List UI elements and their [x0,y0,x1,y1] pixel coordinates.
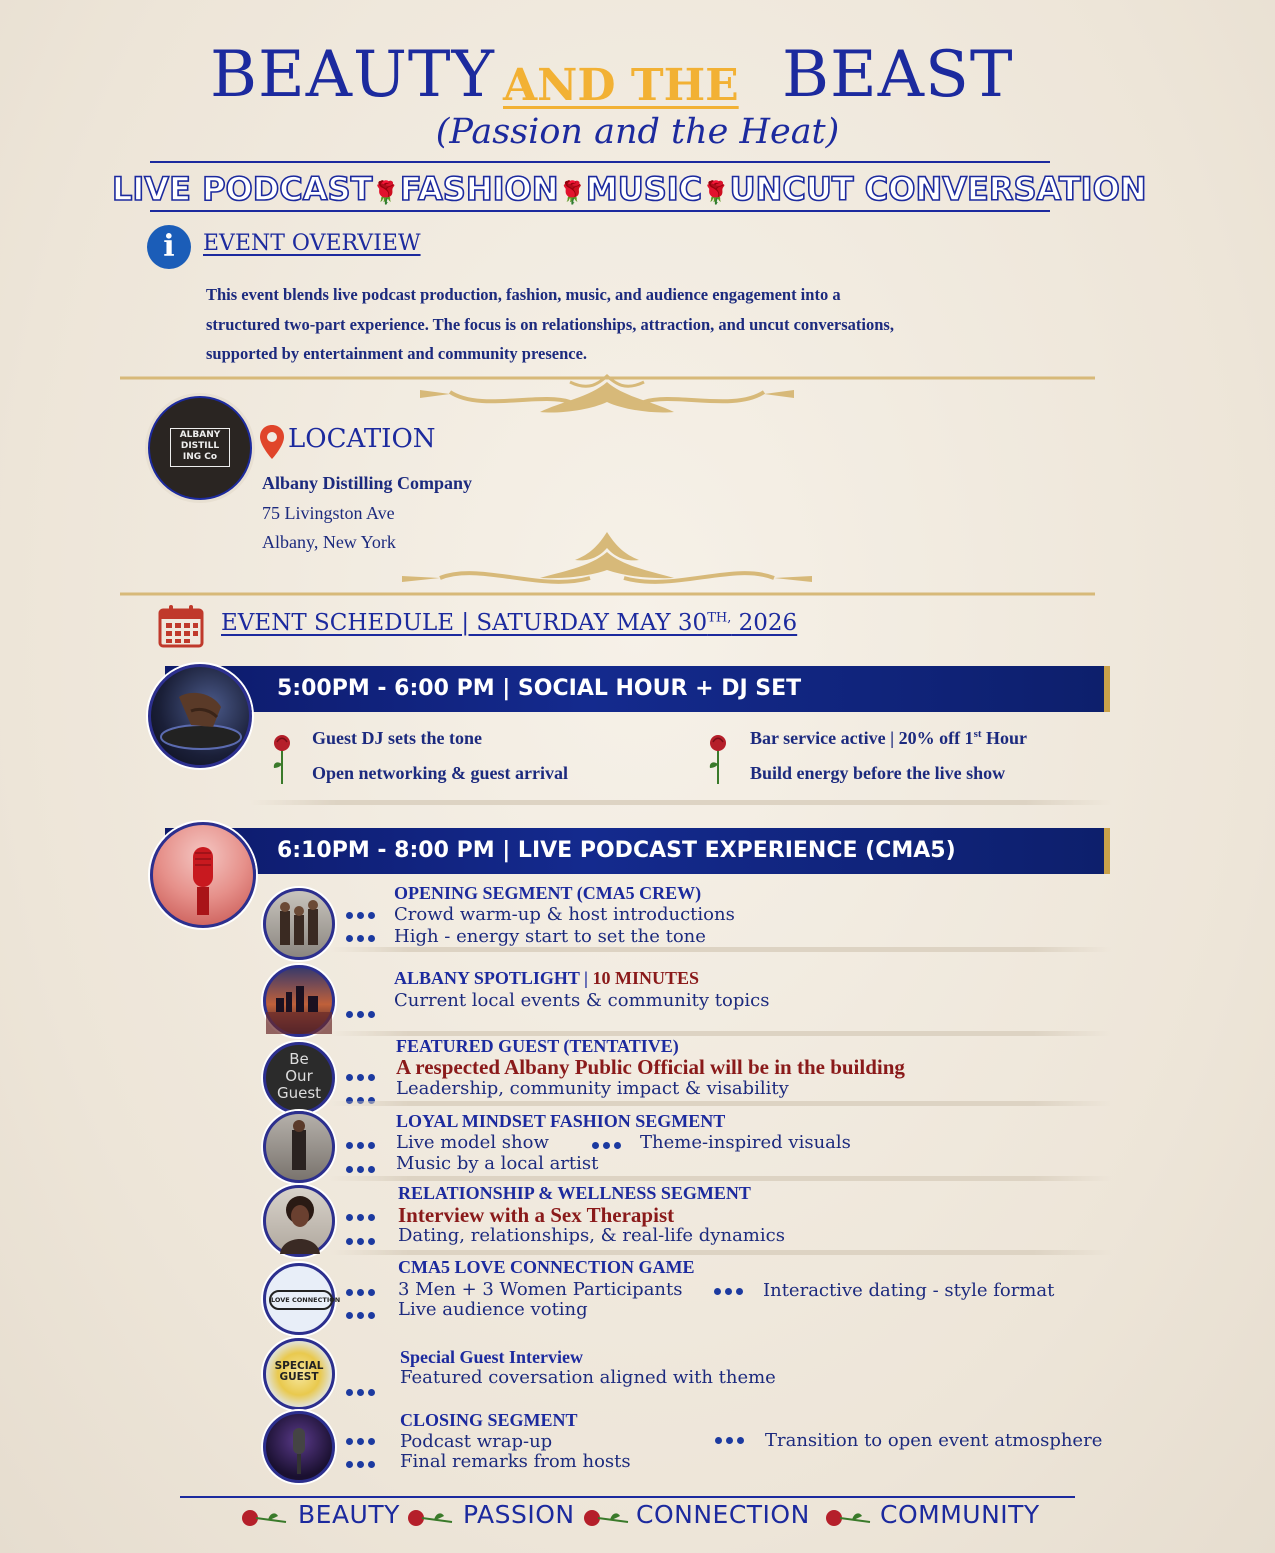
opening-segment-photo [263,888,335,960]
divider [250,800,1112,805]
p1-right-bullet: Build energy before the live show [750,763,1006,783]
bullet-dots-icon [346,1230,380,1238]
segment-line: Theme-inspired visuals [640,1132,851,1153]
footer-word: BEAUTY [298,1500,400,1529]
turntable-icon [151,667,249,765]
bullet-dots-icon [715,1429,749,1437]
tagline [112,170,1147,208]
ornament-divider [120,532,1095,598]
segment-line: Live audience voting [398,1299,588,1320]
segment-title: Special Guest Interview [400,1347,583,1367]
bullet-dots-icon [346,927,380,935]
segment-title: LOYAL MINDSET FASHION SEGMENT [396,1111,726,1131]
overview-line: supported by entertainment and community presence. [206,344,588,363]
footer-rule [180,1496,1075,1498]
info-icon: i [147,225,191,269]
p1-left-bullet: Guest DJ sets the tone [312,728,482,748]
segment-line: Podcast wrap-up [400,1431,553,1452]
segment-line: Final remarks from hosts [400,1451,631,1472]
segment-highlight: A respected Albany Public Official will be in the building [396,1055,905,1079]
segment-title: CMA5 LOVE CONNECTION GAME [398,1257,695,1277]
divider [330,1176,1112,1181]
bullet-dots-icon [346,1304,380,1312]
segment-line: Featured coversation aligned with theme [400,1367,776,1388]
overview-line: This event blends live podcast production, fashion, music, and audience engagement into a [206,285,841,304]
footer-word: CONNECTION [636,1500,810,1529]
segment-line: Dating, relationships, & real-life dynamics [398,1225,785,1246]
title-beast: BEAST [782,38,1014,112]
social-hour-band: 5:00PM - 6:00 PM | SOCIAL HOUR + DJ SET [165,666,1110,712]
rose-icon [706,734,730,786]
fashion-model-photo [263,1111,335,1183]
location-pin-icon [259,424,285,460]
bullet-dots-icon [592,1134,626,1142]
subtitle: (Passion and the Heat) [435,112,840,152]
segment-line: Current local events & community topics [394,990,770,1011]
rose-icon [270,734,294,786]
footer-word: COMMUNITY [880,1500,1040,1529]
bullet-dots-icon [346,1158,380,1166]
segment-title: FEATURED GUEST (TENTATIVE) [396,1036,679,1056]
albany-skyline-photo [263,965,335,1037]
segment-title: RELATIONSHIP & WELLNESS SEGMENT [398,1183,751,1203]
bullet-dots-icon [346,1453,380,1461]
footer-word: PASSION [463,1500,575,1529]
bullet-dots-icon [346,1003,380,1011]
segment-line: Leadership, community impact & visability [396,1078,789,1099]
segment-line: Transition to open event atmosphere [765,1430,1103,1451]
tagline-bottom-rule [150,210,1050,212]
tagline-item: LIVE PODCAST [112,170,373,208]
microphone-photo [150,822,256,928]
bullet-dots-icon [346,1281,380,1289]
dj-photo [148,664,252,768]
microphone-icon [153,825,253,925]
albany-distilling-logo: ALBANY DISTILL ING Co [148,396,252,500]
segment-line: High - energy start to set the tone [394,926,706,947]
segment-line: Crowd warm-up & host introductions [394,904,735,925]
bullet-dots-icon [346,1134,380,1142]
title-and-the: AND THE [503,60,739,111]
overview-line: structured two-part experience. The focus is on relationships, attraction, and uncut conversations, [206,314,894,334]
tagline-item: FASHION [399,170,559,208]
rose-separator-icon: 🌹 [372,181,400,206]
special-guest-logo: SPECIAL GUEST [263,1338,335,1410]
bullet-dots-icon [714,1280,748,1288]
bullet-dots-icon [346,1430,380,1438]
segment-title: OPENING SEGMENT (CMA5 CREW) [394,883,702,903]
schedule-heading: EVENT SCHEDULE | SATURDAY MAY $30^{TH,}$ 2026 [221,610,798,636]
closing-mic-photo [263,1411,335,1483]
love-connection-logo: LOVE CONNECTION [263,1263,335,1335]
tagline-item: MUSIC [585,170,703,208]
bullet-dots-icon [346,1066,380,1074]
bullet-dots-icon [346,1089,380,1097]
segment-line: Live model show [396,1132,549,1153]
tagline-top-rule [150,161,1050,163]
segment-title: CLOSING SEGMENT [400,1410,578,1430]
be-our-guest-photo: Be Our Guest [263,1042,335,1114]
rose-separator-icon: 🌹 [702,181,730,206]
location-heading: LOCATION [288,424,436,454]
segment-line: Interactive dating - style format [763,1280,1055,1301]
segment-line: 3 Men + 3 Women Participants [398,1279,683,1300]
tagline-item: UNCUT CONVERSATION [729,170,1147,208]
venue-street: 75 Livingston Ave [262,503,395,523]
bullet-dots-icon [346,1381,380,1389]
overview-heading: EVENT OVERVIEW [203,231,421,256]
p1-right-bullet: Bar service active | 20% off 1st Hour [750,728,1028,748]
podcast-band: 6:10PM - 8:00 PM | LIVE PODCAST EXPERIENCE (CMA5) [165,828,1110,874]
title-beauty: BEAUTY [210,38,495,112]
bullet-dots-icon [346,1206,380,1214]
segment-title: ALBANY SPOTLIGHT | 10 MINUTES [394,968,700,988]
therapist-photo [263,1185,335,1257]
rose-separator-icon: 🌹 [558,181,586,206]
venue-name: Albany Distilling Company [262,473,473,493]
rose-icon [240,1506,288,1530]
divider [330,1101,1112,1106]
overview-text [206,280,1106,369]
p1-left-bullet: Open networking & guest arrival [312,763,568,783]
calendar-icon [158,604,204,648]
ornament-divider [120,372,1095,432]
segment-highlight: Interview with a Sex Therapist [398,1203,675,1227]
rose-icon [582,1506,630,1530]
rose-icon [824,1506,872,1530]
divider [330,947,1112,952]
divider [330,1250,1112,1255]
venue-city: Albany, New York [262,532,396,552]
bullet-dots-icon [346,904,380,912]
rose-icon [406,1506,454,1530]
segment-line: Music by a local artist [396,1153,599,1174]
